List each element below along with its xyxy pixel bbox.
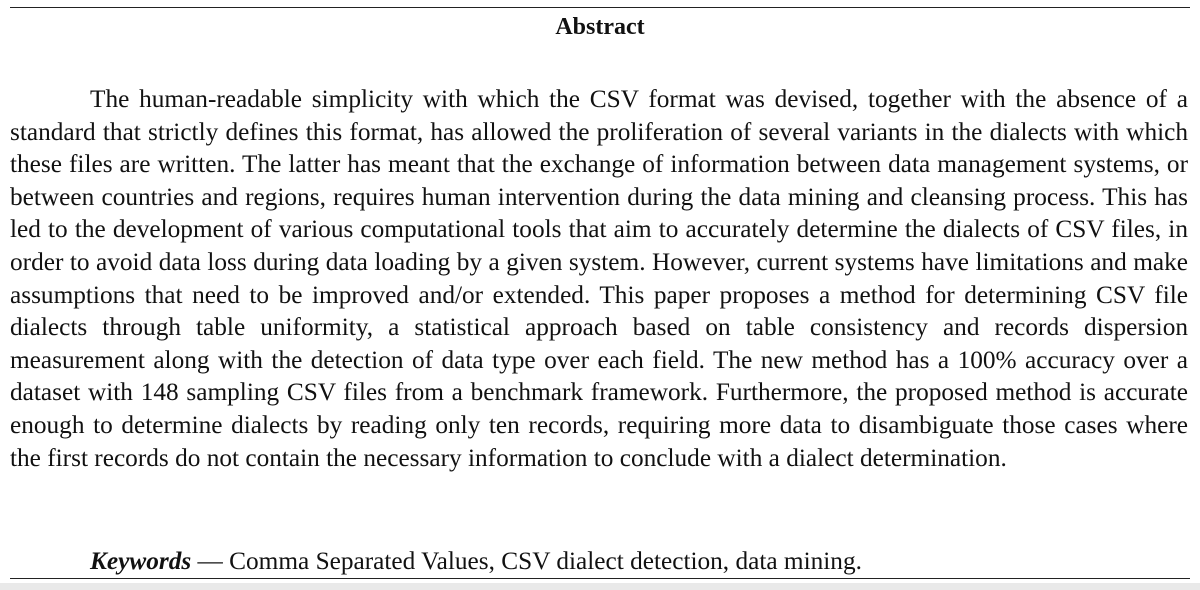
abstract-body: The human-readable simplicity with which the CSV format was devised, together with the absence of a standard that strictly defines this format, has allowed the proliferation of several variants in the dialects with which these files are written. The latter has meant that the exchange of information between data management systems, or between countries and regions, requires human intervention during the data mining and cleansing process. This has led to the development of various computational tools that aim to accurately determine the dialects of CSV files, in order to avoid data loss during data loading by a given system. However, current systems have limitations and make assumptions that need to be improved and/or extended. This paper proposes a method for determining CSV file dialects through table uniformity, a statistical approach based on table consistency and records dispersion measurement along with the detection of data type over each field. The new method has a 100% accuracy over a dataset with 148 sampling CSV files from a benchmark framework. Furthermore, the proposed method is accurate enough to determine dialects by reading only ten records, requiring more data to disambiguate those cases where the first records do not contain the necessary information to conclude with a dialect determination.: [10, 85, 1188, 472]
keywords-separator: —: [191, 547, 230, 575]
bottom-rule: [10, 578, 1190, 579]
keywords-line: [90, 545, 862, 577]
abstract-heading: Abstract: [555, 14, 645, 40]
keywords-label: Keywords: [90, 547, 192, 575]
keywords-text: Comma Separated Values, CSV dialect detection, data mining.: [229, 547, 862, 575]
top-rule: [10, 7, 1190, 8]
page-edge: [0, 583, 1200, 590]
